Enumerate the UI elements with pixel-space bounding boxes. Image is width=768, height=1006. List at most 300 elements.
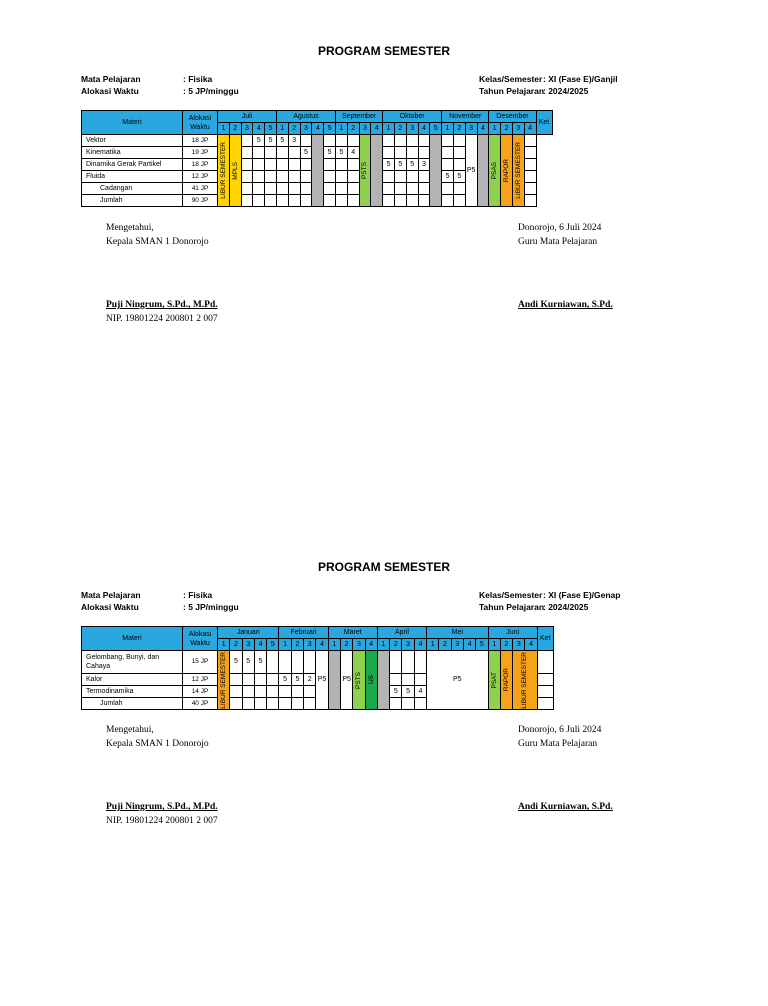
week-cell bbox=[418, 147, 430, 159]
week-cell bbox=[300, 171, 312, 183]
week-cell bbox=[453, 147, 465, 159]
ket-cell bbox=[537, 686, 553, 698]
left-signer-nip: NIP. 19801224 200801 2 007 bbox=[106, 314, 218, 324]
jp-cell: 12 JP bbox=[183, 171, 218, 183]
left-signer-name: Puji Ningrum, S.Pd., M.Pd. bbox=[106, 802, 218, 812]
left-signer-nip: NIP. 19801224 200801 2 007 bbox=[106, 816, 218, 826]
week-cell bbox=[394, 135, 406, 147]
p5-cell: P5 bbox=[340, 651, 352, 710]
right-signer-name: Andi Kurniawan, S.Pd. bbox=[518, 300, 613, 310]
week-number: 2 bbox=[291, 639, 303, 651]
vertical-label: RAPOR bbox=[502, 668, 510, 692]
week-number: 1 bbox=[335, 123, 347, 135]
holiday-cell bbox=[430, 135, 442, 207]
week-number: 4 bbox=[463, 639, 475, 651]
ket-cell bbox=[537, 674, 553, 686]
week-cell: 5 bbox=[335, 147, 347, 159]
week-cell bbox=[242, 698, 254, 710]
week-number: 3 bbox=[353, 639, 365, 651]
year-value: : 2024/2025 bbox=[543, 602, 589, 612]
week-cell bbox=[414, 651, 426, 674]
week-number: 2 bbox=[501, 123, 513, 135]
week-cell bbox=[300, 183, 312, 195]
week-cell bbox=[383, 183, 395, 195]
week-cell bbox=[402, 651, 414, 674]
week-number: 4 bbox=[477, 123, 489, 135]
vertical-label: LIBUR SEMESTER bbox=[220, 651, 228, 709]
week-cell bbox=[279, 651, 291, 674]
week-number: 1 bbox=[328, 639, 340, 651]
week-cell bbox=[276, 171, 288, 183]
week-cell bbox=[253, 147, 265, 159]
week-cell bbox=[288, 147, 300, 159]
jp-cell: 18 JP bbox=[183, 135, 218, 147]
week-cell bbox=[418, 135, 430, 147]
week-cell bbox=[335, 159, 347, 171]
class-label: Kelas/Semester bbox=[479, 74, 543, 84]
materi-cell: Vektor bbox=[82, 135, 183, 147]
week-cell: 2 bbox=[304, 674, 316, 686]
week-cell bbox=[265, 183, 277, 195]
holiday-cell bbox=[312, 135, 324, 207]
week-cell bbox=[241, 147, 253, 159]
week-number: 4 bbox=[414, 639, 426, 651]
week-cell bbox=[241, 135, 253, 147]
week-number: 3 bbox=[513, 639, 525, 651]
signature-right bbox=[518, 723, 601, 751]
schedule-table bbox=[81, 626, 554, 710]
week-cell bbox=[394, 195, 406, 207]
left-role-2: Kepala SMAN 1 Donorojo bbox=[106, 237, 209, 247]
month-header: Maret bbox=[328, 627, 377, 639]
week-cell bbox=[279, 698, 291, 710]
week-cell bbox=[300, 159, 312, 171]
week-number: 4 bbox=[371, 123, 383, 135]
p5-cell: P5 bbox=[465, 135, 477, 207]
year-value: : 2024/2025 bbox=[543, 86, 589, 96]
week-cell bbox=[253, 195, 265, 207]
rapor-cell bbox=[500, 651, 512, 710]
week-cell bbox=[265, 195, 277, 207]
vertical-label: PSTS bbox=[361, 162, 369, 179]
week-cell bbox=[335, 135, 347, 147]
week-cell bbox=[390, 698, 402, 710]
week-cell bbox=[442, 195, 454, 207]
month-header: Juni bbox=[488, 627, 537, 639]
week-cell bbox=[335, 195, 347, 207]
vertical-label: US bbox=[367, 675, 375, 685]
month-header: Agustus bbox=[276, 111, 335, 123]
header-materi: Materi bbox=[82, 627, 183, 651]
week-number: 3 bbox=[241, 123, 253, 135]
header-ket: Ket bbox=[536, 111, 552, 135]
subject-label: Mata Pelajaran bbox=[81, 590, 141, 600]
week-cell bbox=[453, 195, 465, 207]
week-number: 2 bbox=[453, 123, 465, 135]
week-number: 3 bbox=[406, 123, 418, 135]
materi-cell: Dinamika Gerak Partikel bbox=[82, 159, 183, 171]
week-cell bbox=[291, 651, 303, 674]
ket-cell bbox=[537, 698, 553, 710]
week-cell bbox=[242, 674, 254, 686]
week-cell: 5 bbox=[300, 147, 312, 159]
week-number: 2 bbox=[390, 639, 402, 651]
week-number: 4 bbox=[253, 123, 265, 135]
week-number: 4 bbox=[525, 639, 537, 651]
week-cell bbox=[254, 674, 266, 686]
year-label: Tahun Pelajaran bbox=[479, 86, 545, 96]
class-info bbox=[479, 589, 620, 613]
p5-cell: P5 bbox=[316, 651, 328, 710]
week-cell bbox=[288, 171, 300, 183]
holiday-cell bbox=[377, 651, 389, 710]
week-cell bbox=[383, 135, 395, 147]
ket-cell bbox=[524, 171, 536, 183]
week-cell: 5 bbox=[253, 135, 265, 147]
week-cell bbox=[453, 183, 465, 195]
vertical-label: PSAT bbox=[490, 671, 498, 689]
left-role-2: Kepala SMAN 1 Donorojo bbox=[106, 739, 209, 749]
week-cell bbox=[276, 159, 288, 171]
week-number: 2 bbox=[500, 639, 512, 651]
week-cell bbox=[324, 183, 336, 195]
libur-semester-cell bbox=[218, 651, 230, 710]
table-row bbox=[82, 651, 554, 674]
week-number: 1 bbox=[488, 639, 500, 651]
week-number: 1 bbox=[489, 123, 501, 135]
week-number: 2 bbox=[394, 123, 406, 135]
materi-cell: Cadangan bbox=[82, 183, 183, 195]
week-number: 3 bbox=[359, 123, 371, 135]
week-cell bbox=[279, 686, 291, 698]
week-cell bbox=[324, 195, 336, 207]
vertical-label: PSTS bbox=[355, 671, 363, 689]
week-cell bbox=[402, 674, 414, 686]
holiday-cell bbox=[371, 135, 383, 207]
week-number: 4 bbox=[316, 639, 328, 651]
week-cell bbox=[254, 686, 266, 698]
week-cell bbox=[414, 698, 426, 710]
subject-value: : Fisika bbox=[183, 74, 213, 84]
jp-cell: 90 JP bbox=[183, 195, 218, 207]
p5-cell: P5 bbox=[427, 651, 488, 710]
psts-cell bbox=[359, 135, 371, 207]
week-number: 3 bbox=[512, 123, 524, 135]
week-number: 2 bbox=[347, 123, 359, 135]
week-cell bbox=[304, 686, 316, 698]
week-cell bbox=[453, 159, 465, 171]
vertical-label: RAPOR bbox=[503, 158, 511, 183]
subject-info bbox=[81, 73, 239, 97]
time-label: Alokasi Waktu bbox=[81, 86, 139, 96]
week-cell bbox=[265, 159, 277, 171]
class-value: : XI (Fase E)/Genap bbox=[543, 590, 621, 600]
week-cell bbox=[242, 686, 254, 698]
week-cell bbox=[230, 674, 242, 686]
jp-cell: 19 JP bbox=[183, 147, 218, 159]
week-cell bbox=[347, 195, 359, 207]
left-signer-name: Puji Ningrum, S.Pd., M.Pd. bbox=[106, 300, 218, 310]
week-number: 2 bbox=[229, 123, 241, 135]
week-cell: 5 bbox=[291, 674, 303, 686]
week-number: 1 bbox=[218, 123, 230, 135]
psat-cell bbox=[488, 651, 500, 710]
materi-cell: Kinematika bbox=[82, 147, 183, 159]
vertical-label: MPLS bbox=[231, 161, 239, 180]
materi-cell: Termodinamika bbox=[82, 686, 183, 698]
week-cell bbox=[442, 147, 454, 159]
materi-cell: Gelombang, Bunyi, dan Cahaya bbox=[82, 651, 183, 674]
materi-cell: Fluida bbox=[82, 171, 183, 183]
page-title: PROGRAM SEMESTER bbox=[317, 44, 450, 58]
week-cell bbox=[265, 171, 277, 183]
week-cell: 5 bbox=[242, 651, 254, 674]
week-cell bbox=[394, 147, 406, 159]
jp-cell: 18 JP bbox=[183, 159, 218, 171]
right-role: Guru Mata Pelajaran bbox=[518, 739, 598, 749]
week-cell bbox=[414, 674, 426, 686]
week-number: 3 bbox=[451, 639, 463, 651]
month-header: April bbox=[377, 627, 426, 639]
week-cell bbox=[406, 135, 418, 147]
week-cell: 5 bbox=[279, 674, 291, 686]
week-cell bbox=[241, 171, 253, 183]
week-number: 1 bbox=[218, 639, 230, 651]
week-cell: 5 bbox=[324, 147, 336, 159]
week-cell bbox=[453, 135, 465, 147]
jp-cell: 41 JP bbox=[183, 183, 218, 195]
week-cell bbox=[442, 183, 454, 195]
class-label: Kelas/Semester bbox=[479, 590, 543, 600]
week-number: 1 bbox=[427, 639, 439, 651]
week-cell bbox=[442, 159, 454, 171]
materi-cell: Jumlah bbox=[82, 195, 183, 207]
week-cell bbox=[230, 686, 242, 698]
right-place-date: Donorojo, 6 Juli 2024 bbox=[518, 725, 602, 735]
week-cell bbox=[390, 651, 402, 674]
week-cell bbox=[418, 183, 430, 195]
ket-cell bbox=[524, 159, 536, 171]
us-cell bbox=[365, 651, 377, 710]
month-header: Desember bbox=[489, 111, 536, 123]
week-number: 3 bbox=[300, 123, 312, 135]
week-cell bbox=[418, 171, 430, 183]
week-number: 1 bbox=[383, 123, 395, 135]
week-cell bbox=[276, 147, 288, 159]
month-header: September bbox=[335, 111, 382, 123]
week-cell bbox=[383, 171, 395, 183]
month-header: Februari bbox=[279, 627, 328, 639]
week-cell bbox=[267, 698, 279, 710]
week-cell: 4 bbox=[414, 686, 426, 698]
week-cell bbox=[442, 135, 454, 147]
week-number: 3 bbox=[304, 639, 316, 651]
week-cell: 5 bbox=[383, 159, 395, 171]
week-cell bbox=[406, 171, 418, 183]
week-cell bbox=[394, 171, 406, 183]
week-cell bbox=[300, 195, 312, 207]
week-cell bbox=[288, 159, 300, 171]
libur-semester-cell bbox=[218, 135, 230, 207]
holiday-cell bbox=[328, 651, 340, 710]
week-cell: 5 bbox=[394, 159, 406, 171]
week-number: 2 bbox=[288, 123, 300, 135]
week-number: 5 bbox=[265, 123, 277, 135]
psas-cell bbox=[489, 135, 501, 207]
week-cell bbox=[383, 147, 395, 159]
week-cell bbox=[291, 698, 303, 710]
week-cell bbox=[241, 159, 253, 171]
time-value: : 5 JP/minggu bbox=[183, 86, 239, 96]
jp-cell: 15 JP bbox=[183, 651, 218, 674]
libur-semester-end-cell bbox=[512, 135, 524, 207]
ket-cell bbox=[524, 195, 536, 207]
week-cell bbox=[288, 195, 300, 207]
time-label: Alokasi Waktu bbox=[81, 602, 139, 612]
week-cell bbox=[267, 651, 279, 674]
week-number: 3 bbox=[465, 123, 477, 135]
week-cell bbox=[288, 183, 300, 195]
week-cell: 5 bbox=[406, 159, 418, 171]
week-cell bbox=[347, 171, 359, 183]
week-cell bbox=[335, 183, 347, 195]
psts-cell bbox=[353, 651, 365, 710]
subject-label: Mata Pelajaran bbox=[81, 74, 141, 84]
header-alokasi: Alokasi Waktu bbox=[183, 627, 218, 651]
week-cell bbox=[253, 183, 265, 195]
month-header: Oktober bbox=[383, 111, 442, 123]
table-row bbox=[82, 135, 553, 147]
week-cell bbox=[304, 698, 316, 710]
month-header: November bbox=[442, 111, 489, 123]
vertical-label: LIBUR SEMESTER bbox=[219, 142, 227, 199]
week-cell bbox=[347, 135, 359, 147]
week-number: 3 bbox=[402, 639, 414, 651]
week-cell: 3 bbox=[418, 159, 430, 171]
week-cell bbox=[406, 183, 418, 195]
week-cell: 5 bbox=[442, 171, 454, 183]
week-cell bbox=[241, 183, 253, 195]
page-title: PROGRAM SEMESTER bbox=[317, 560, 450, 574]
header-materi: Materi bbox=[82, 111, 183, 135]
week-number: 5 bbox=[430, 123, 442, 135]
week-cell: 5 bbox=[276, 135, 288, 147]
week-number: 1 bbox=[279, 639, 291, 651]
subject-value: : Fisika bbox=[183, 590, 213, 600]
header-ket: Ket bbox=[537, 627, 553, 651]
week-cell bbox=[241, 195, 253, 207]
week-number: 4 bbox=[418, 123, 430, 135]
holiday-cell bbox=[477, 135, 489, 207]
week-cell: 5 bbox=[265, 135, 277, 147]
month-header: Mei bbox=[427, 627, 488, 639]
left-role-1: Mengetahui, bbox=[106, 725, 154, 735]
class-info bbox=[479, 73, 618, 97]
libur-semester-end-cell bbox=[513, 651, 538, 710]
ket-cell bbox=[524, 147, 536, 159]
week-cell bbox=[253, 171, 265, 183]
rapor-cell bbox=[501, 135, 513, 207]
week-number: 1 bbox=[276, 123, 288, 135]
week-cell bbox=[406, 195, 418, 207]
week-number: 5 bbox=[476, 639, 488, 651]
week-cell: 5 bbox=[254, 651, 266, 674]
week-cell bbox=[347, 183, 359, 195]
month-header: Juli bbox=[218, 111, 277, 123]
week-number: 2 bbox=[340, 639, 352, 651]
week-number: 3 bbox=[242, 639, 254, 651]
week-number: 2 bbox=[230, 639, 242, 651]
month-header: Januari bbox=[218, 627, 279, 639]
week-cell bbox=[335, 171, 347, 183]
signature-right bbox=[518, 221, 601, 249]
week-cell bbox=[324, 135, 336, 147]
week-number: 4 bbox=[524, 123, 536, 135]
week-number: 1 bbox=[377, 639, 389, 651]
ket-cell bbox=[524, 183, 536, 195]
year-label: Tahun Pelajaran bbox=[479, 602, 545, 612]
mpls-cell bbox=[229, 135, 241, 207]
jp-cell: 12 JP bbox=[183, 674, 218, 686]
week-cell bbox=[276, 183, 288, 195]
ket-cell bbox=[537, 651, 553, 674]
week-cell bbox=[300, 135, 312, 147]
week-number: 5 bbox=[324, 123, 336, 135]
week-cell bbox=[230, 698, 242, 710]
week-cell bbox=[253, 159, 265, 171]
week-cell: 4 bbox=[347, 147, 359, 159]
week-cell bbox=[254, 698, 266, 710]
week-number: 4 bbox=[365, 639, 377, 651]
week-cell bbox=[265, 147, 277, 159]
week-cell bbox=[324, 171, 336, 183]
ket-cell bbox=[524, 135, 536, 147]
class-value: : XI (Fase E)/Ganjil bbox=[543, 74, 618, 84]
schedule-table bbox=[81, 110, 553, 207]
left-role-1: Mengetahui, bbox=[106, 223, 154, 233]
week-number: 2 bbox=[439, 639, 451, 651]
week-cell bbox=[267, 686, 279, 698]
header-alokasi: Alokasi Waktu bbox=[183, 111, 218, 135]
jp-cell: 14 JP bbox=[183, 686, 218, 698]
signature-left bbox=[106, 221, 209, 249]
materi-cell: Kalor bbox=[82, 674, 183, 686]
right-place-date: Donorojo, 6 Juli 2024 bbox=[518, 223, 602, 233]
week-number: 1 bbox=[442, 123, 454, 135]
subject-info bbox=[81, 589, 239, 613]
vertical-label: PSAS bbox=[491, 161, 499, 180]
signature-left bbox=[106, 723, 209, 751]
week-cell: 3 bbox=[288, 135, 300, 147]
week-cell bbox=[276, 195, 288, 207]
week-cell bbox=[347, 159, 359, 171]
week-cell bbox=[291, 686, 303, 698]
materi-cell: Jumlah bbox=[82, 698, 183, 710]
week-cell bbox=[304, 651, 316, 674]
jp-cell: 40 JP bbox=[183, 698, 218, 710]
week-cell bbox=[383, 195, 395, 207]
week-cell: 5 bbox=[453, 171, 465, 183]
right-role: Guru Mata Pelajaran bbox=[518, 237, 598, 247]
vertical-label: LIBUR SEMESTER bbox=[514, 142, 522, 199]
time-value: : 5 JP/minggu bbox=[183, 602, 239, 612]
week-number: 5 bbox=[267, 639, 279, 651]
vertical-label: LIBUR SEMESTER bbox=[521, 651, 529, 709]
week-cell bbox=[394, 183, 406, 195]
week-cell bbox=[267, 674, 279, 686]
week-number: 4 bbox=[254, 639, 266, 651]
week-cell bbox=[418, 195, 430, 207]
